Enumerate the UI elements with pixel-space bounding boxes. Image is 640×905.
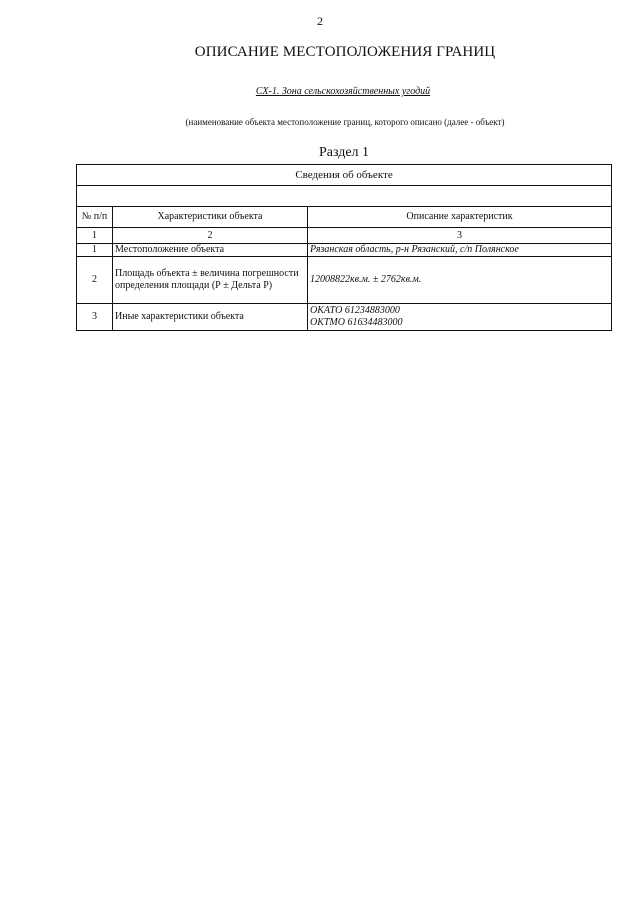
row-description xyxy=(308,304,612,331)
document-title: ОПИСАНИЕ МЕСТОПОЛОЖЕНИЯ ГРАНИЦ xyxy=(194,44,496,60)
empty-cell xyxy=(77,186,612,207)
table-row xyxy=(77,304,612,331)
table-caption-row xyxy=(77,165,612,186)
page-number: 2 xyxy=(317,14,323,28)
row-description: Рязанская область, р-н Рязанский, с/п Полянское xyxy=(308,244,612,257)
section-title: Раздел 1 xyxy=(318,145,370,160)
object-name: СХ-1. Зона сельскохозяйственных угодий xyxy=(255,86,431,97)
table-caption: Сведения об объекте xyxy=(77,165,612,186)
row-description: 12008822кв.м. ± 2762кв.м. xyxy=(308,257,612,304)
table-row xyxy=(77,257,612,304)
row-characteristic: Площадь объекта ± величина погрешности определения площади (Р ± Дельта Р) xyxy=(113,257,308,304)
column-numbers-row xyxy=(77,228,612,244)
row-number: 2 xyxy=(77,257,113,304)
table-header-row xyxy=(77,207,612,228)
column-number-3: 3 xyxy=(308,228,612,244)
table-row xyxy=(77,244,612,257)
object-info-table xyxy=(76,164,612,331)
row-number: 1 xyxy=(77,244,113,257)
table-empty-row xyxy=(77,186,612,207)
okato-code: ОКАТО 61234883000 xyxy=(310,305,400,316)
column-number-1: 1 xyxy=(77,228,113,244)
header-description: Описание характеристик xyxy=(308,207,612,228)
header-number: № п/п xyxy=(77,207,113,228)
row-characteristic: Иные характеристики объекта xyxy=(113,304,308,331)
column-number-2: 2 xyxy=(113,228,308,244)
header-characteristic: Характеристики объекта xyxy=(113,207,308,228)
row-number: 3 xyxy=(77,304,113,331)
row-characteristic: Местоположение объекта xyxy=(113,244,308,257)
object-name-caption: (наименование объекта местоположение границ, которого описано (далее - объект) xyxy=(185,117,505,127)
oktmo-code: ОКТМО 61634483000 xyxy=(310,317,403,328)
